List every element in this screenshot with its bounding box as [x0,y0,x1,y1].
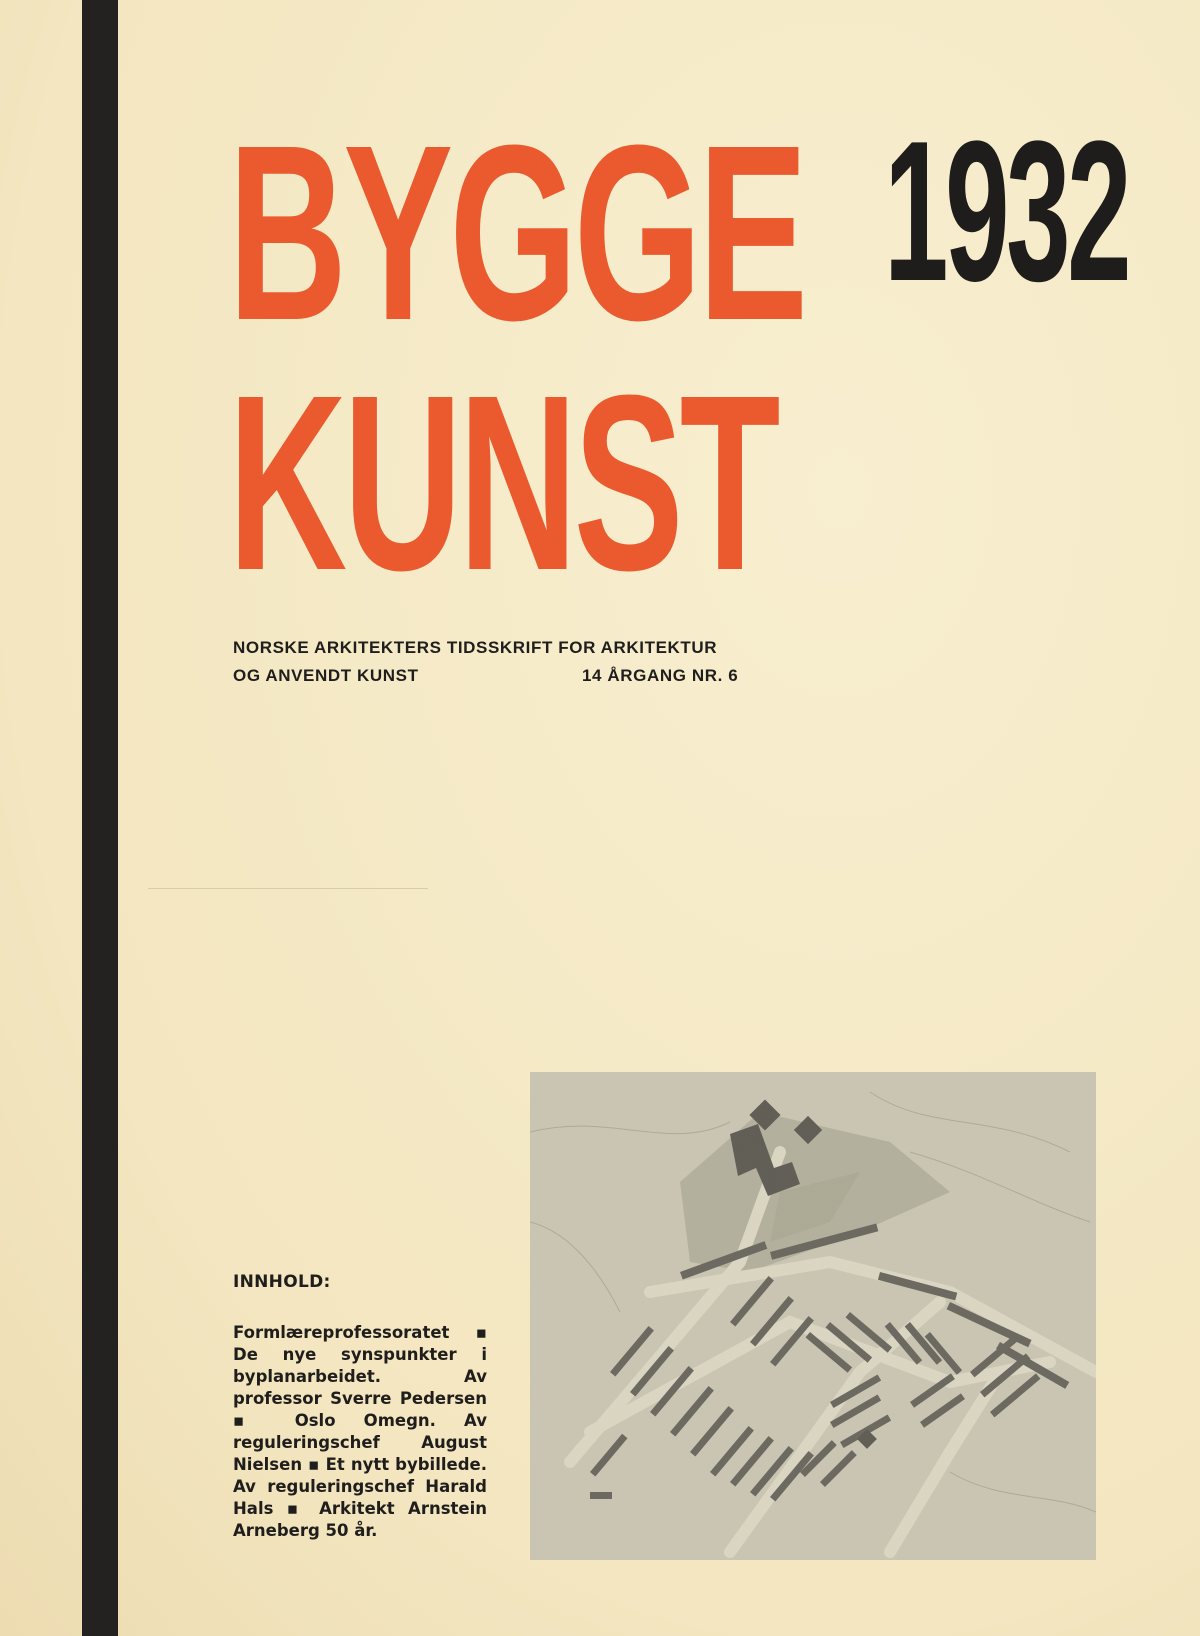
magazine-year: 1932 [884,100,1129,323]
subtitle-line2: OG ANVENDT KUNST [233,666,419,685]
paper-crease [148,888,428,889]
magazine-title-line1: BYGGE [228,93,805,372]
magazine-title-line2: KUNST [228,343,777,622]
contents-heading: INNHOLD: [233,1272,331,1292]
spine-bar [82,0,118,1636]
subtitle-line1: NORSKE ARKITEKTERS TIDSSKRIFT FOR ARKITEKTUR [233,638,718,657]
contents-list: Formlæreprofessoratet ▪ De nye synspunkter i byplanarbeidet. Av professor Sverre Pedersen ▪ Oslo Omegn. Av reguleringschef August Nielsen ▪ Et nytt bybillede. Av reguleringschef Harald Hals ▪ Arkitekt Arnstein Arneberg 50 år. [233,1323,487,1540]
issue-number: 14 ÅRGANG NR. 6 [582,666,739,685]
city-plan-drawing [530,1072,1096,1560]
city-plan-image [530,1072,1096,1560]
